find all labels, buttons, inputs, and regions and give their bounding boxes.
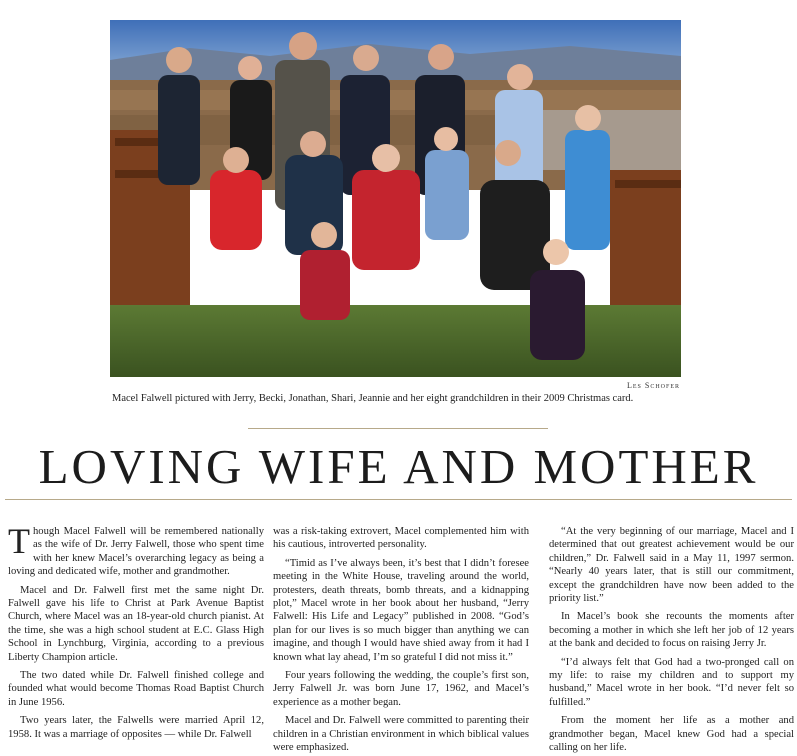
article-body (8, 525, 794, 756)
column-1 (8, 525, 264, 746)
paragraph: “I’d always felt that God had a two-pronged call on my life: to raise my children and to support my husband,” Macel wrote in her book. “I’d never felt so fulfilled.” (549, 656, 794, 708)
column-2 (273, 525, 529, 756)
paragraph: Macel and Dr. Falwell were committed to parenting their children in a Christian environment in which biblical values were emphasized. (273, 715, 529, 754)
divider-bottom (5, 499, 792, 500)
article-headline: LOVING WIFE AND MOTHER (38, 439, 759, 494)
paragraph: Four years following the wedding, the couple’s first son, Jerry Falwell Jr. was born June 17, 1962, and Macel’s experience as a mother began. (273, 670, 529, 708)
divider-top (248, 428, 548, 429)
paragraph: In Macel’s book she recounts the moments after becoming a mother in which she left her job of 12 years at the bank and decided to focus on raising Jerry Jr. (549, 611, 794, 650)
paragraph: Two years later, the Falwells were married April 12, 1958. It was a marriage of opposites — while Dr. Falwell (8, 715, 264, 740)
photo-credit: Les Schofer (626, 381, 680, 390)
drop-cap: T (8, 525, 30, 561)
paragraph: was a risk-taking extrovert, Macel complemented him with his cautious, introverted personality. (273, 526, 529, 551)
photo-caption: Macel Falwell pictured with Jerry, Becki, Jonathan, Shari, Jeannie and her eight grandchildren in their 2009 Christmas card. (112, 393, 634, 404)
paragraph: From the moment her life as a mother and grandmother began, Macel knew God had a special calling on her life. (549, 715, 794, 754)
paragraph: The two dated while Dr. Falwell finished college and founded what would become Thomas Road Baptist Church in June 1956. (8, 670, 264, 708)
family-photo (110, 20, 681, 377)
paragraph: Macel and Dr. Falwell first met the same night Dr. Falwell gave his life to Christ at Park Avenue Baptist Church, where Macel was an 18-year-old church pianist. At the time, she was a high school student at E.C. Glass High School in Lynchburg, Virginia, according to a previous Liberty Champion article. (8, 584, 264, 663)
paragraph-text: hough Macel Falwell will be remembered nationally as the wife of Dr. Jerry Falwell, those who spent time with her knew Macel’s overarching legacy as being a loving and dedicated wife, mother and grandmother. (8, 526, 264, 578)
column-3 (549, 525, 794, 756)
paragraph: “Timid as I’ve always been, it’s best that I didn’t foresee meeting in the White House, traveling around the world, protesters, death threats, bomb threats, and a kidnapping plot,” Macel wrote in her book about her husband, “Jerry Falwell: His Life and Legacy” published in 2008. “God’s plan for our lives is so much bigger than anything we can imagine, and though I would have shied away from it had I known what lay ahead, I’m so grateful I did not miss it.” (273, 557, 529, 663)
paragraph (8, 525, 264, 579)
paragraph: “At the very beginning of our marriage, Macel and I determined that out greatest achievement would be our children,” Dr. Falwell said in a May 11, 1997 sermon. “Nearly 40 years later, that is still our commitment, except the grandchildren have now been added to the priority list.” (549, 526, 794, 605)
